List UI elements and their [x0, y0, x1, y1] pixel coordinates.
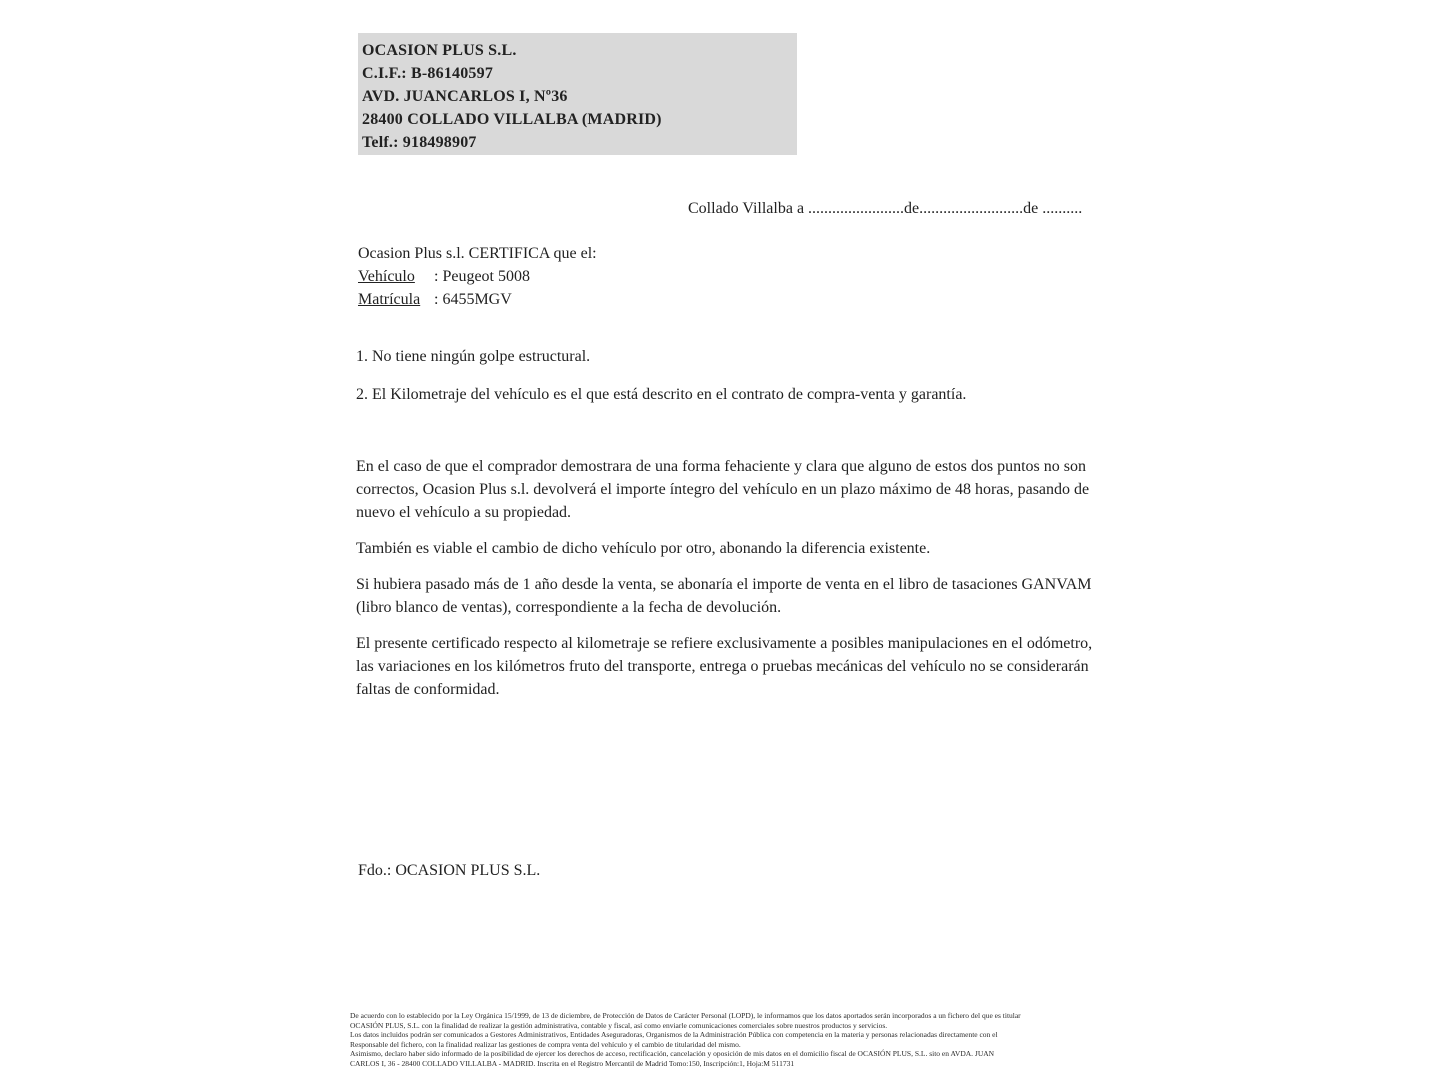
paragraph-exchange: También es viable el cambio de dicho vehículo por otro, abonando la diferencia existente. — [356, 540, 931, 557]
legal-footer-line: Asimismo, declaro haber sido informado de la posibilidad de ejercer los derechos de acceso, rectificación, cancelación y oposición de mis datos en el domicilio fiscal de OCASIÓN PLUS, S.L. sito en AVDA. JUAN — [350, 1049, 995, 1059]
plate-value: : 6455MGV — [434, 291, 512, 308]
certified-points — [356, 345, 1096, 421]
paragraph-odometer: El presente certificado respecto al kilometraje se refiere exclusivamente a posibles manipulaciones en el odómetro, las variaciones en los kilómetros fruto del transporte, entrega o pruebas mecánicas del vehículo no se considerarán faltas de conformidad. — [356, 635, 1093, 698]
legal-footer-line: CARLOS I, 36 - 28400 COLLADO VILLALBA - MADRID. Inscrita en el Registro Mercantil de Madrid Tomo:150, Inscripción:1, Hoja:M 511731 — [350, 1058, 795, 1068]
legal-footer-line: Responsable del fichero, con la finalidad realizar las gestiones de compra venta del vehículo y el cambio de titularidad del mismo. — [350, 1039, 741, 1049]
legal-footer-line: Los datos incluidos podrán ser comunicados a Gestores Administrativos, Entidades Aseguradoras, Organismos de la Administración Pública con competencia en la materia y personas relacionadas directamente con el — [350, 1030, 998, 1040]
legal-footer-line: OCASIÓN PLUS, S.L. con la finalidad de realizar la gestión administrativa, contable y fiscal, así como enviarle comunicaciones comerciales sobre nuestros productos y servicios. — [350, 1020, 888, 1030]
plate-label: Matrícula — [358, 291, 421, 308]
company-phone: Telf.: 918498907 — [362, 134, 477, 151]
point-2: 2. El Kilometraje del vehículo es el que está descrito en el contrato de compra-venta y garantía. — [356, 386, 967, 403]
body-paragraphs — [356, 455, 1094, 714]
vehicle-row — [358, 265, 597, 288]
paragraph-ganvam: Si hubiera pasado más de 1 año desde la venta, se abonaría el importe de venta en el libro de tasaciones GANVAM (libro blanco de ventas), correspondiente a la fecha de devolución. — [356, 576, 1092, 616]
signature-line: Fdo.: OCASION PLUS S.L. — [358, 862, 541, 879]
company-name: OCASION PLUS S.L. — [362, 42, 517, 59]
company-address: AVD. JUANCARLOS I, Nº36 — [362, 88, 568, 105]
company-city: 28400 COLLADO VILLALBA (MADRID) — [362, 111, 662, 128]
date-line: Collado Villalba a ........................de..........................de .......... — [688, 200, 1083, 217]
certification-block — [358, 242, 597, 311]
paragraph-refund: En el caso de que el comprador demostrara de una forma fehaciente y clara que alguno de estos dos puntos no son correctos, Ocasion Plus s.l. devolverá el importe íntegro del vehículo en un plazo máximo de 48 horas, pasando de nuevo el vehículo a su propiedad. — [356, 458, 1090, 521]
legal-footer-line: De acuerdo con lo establecido por la Ley Orgánica 15/1999, de 13 de diciembre, de Protección de Datos de Carácter Personal (LOPD), le informamos que los datos aportados serán incorporados a un fichero del que es titular — [350, 1011, 1021, 1020]
vehicle-label: Vehículo — [358, 268, 415, 285]
company-cif: C.I.F.: B-86140597 — [362, 65, 494, 82]
vehicle-value: : Peugeot 5008 — [434, 268, 530, 285]
company-header-block — [358, 33, 797, 155]
legal-footer — [350, 1011, 1095, 1069]
plate-row — [358, 288, 597, 311]
point-1: 1. No tiene ningún golpe estructural. — [356, 348, 591, 365]
certifies-intro: Ocasion Plus s.l. CERTIFICA que el: — [358, 245, 597, 262]
